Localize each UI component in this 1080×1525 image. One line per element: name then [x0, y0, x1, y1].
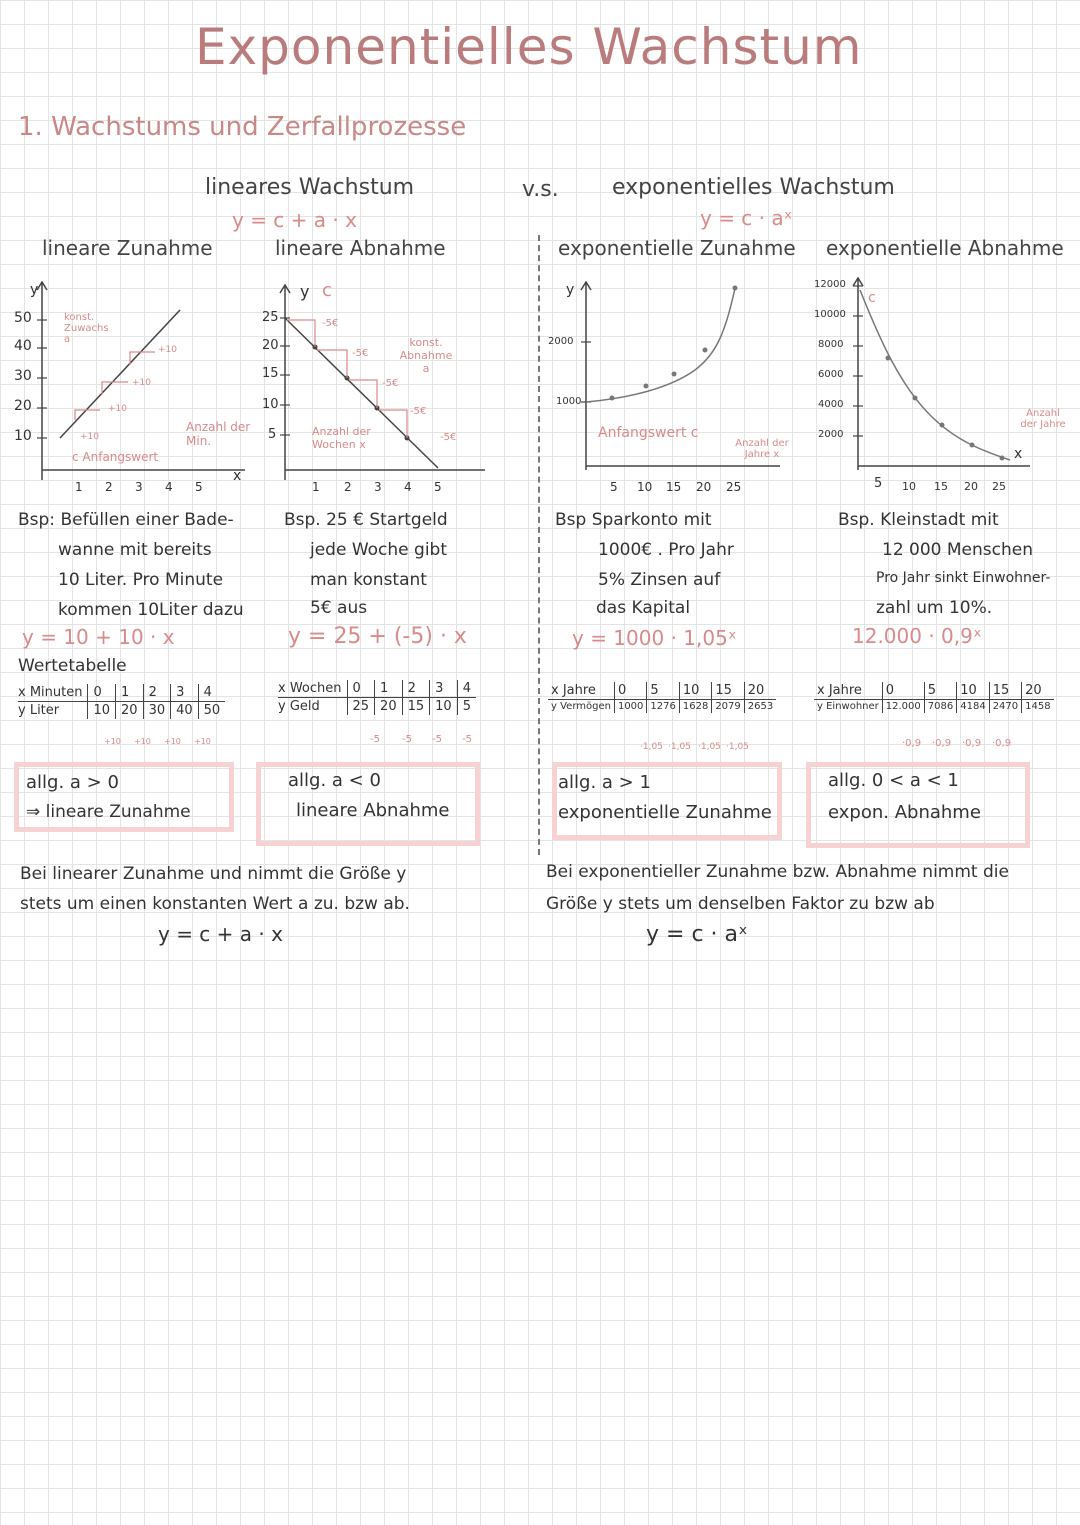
- ea-x-tick: 10: [902, 480, 916, 493]
- ez-x-tick: 20: [696, 480, 712, 494]
- ea-row2-label: y Einwohner: [817, 701, 879, 712]
- exp-summary-line: Bei exponentieller Zunahme bzw. Abnahme nimmt die: [546, 862, 1009, 882]
- ez-diff: ·1,05: [698, 742, 721, 752]
- table-cell: 40: [171, 702, 199, 720]
- lz-x-tick: 4: [165, 480, 173, 494]
- ea-example: zahl um 10%.: [876, 598, 993, 618]
- ez-example: Bsp Sparkonto mit: [555, 510, 712, 530]
- table-cell: 0: [882, 682, 924, 700]
- linear-abnahme-label: lineare Abnahme: [275, 236, 446, 260]
- table-cell: 1: [375, 680, 403, 698]
- linear-zunahme-graph: [0, 270, 260, 500]
- la-row1-label: x Wochen: [278, 680, 347, 698]
- table-cell: 4: [457, 680, 476, 698]
- ez-formula: y = 1000 · 1,05ˣ: [572, 626, 737, 650]
- table-cell: 3: [430, 680, 458, 698]
- table-cell: 20: [116, 702, 144, 720]
- la-step: -5€: [322, 318, 339, 329]
- table-cell: 12.000: [882, 700, 924, 714]
- la-formula: y = 25 + (-5) · x: [288, 624, 467, 649]
- lz-row1-label: x Minuten: [18, 684, 88, 702]
- lz-x-tick: 2: [105, 480, 113, 494]
- table-cell: 10: [679, 682, 711, 700]
- la-annotation-const: konst. Abnahme a: [399, 336, 453, 375]
- lz-example: Bsp: Befüllen einer Bade-: [18, 510, 234, 530]
- la-example: 5€ aus: [310, 598, 368, 618]
- ea-y-tick: 4000: [818, 399, 844, 410]
- table-cell: 0: [347, 680, 375, 698]
- la-diff: -5: [370, 734, 380, 745]
- table-cell: 2: [143, 684, 171, 702]
- table-cell: 7086: [924, 700, 956, 714]
- lz-x-axis-label: x: [233, 468, 242, 484]
- lz-y-axis-label: y: [30, 282, 39, 298]
- table-cell: 1000: [614, 700, 646, 714]
- ez-x-tick: 15: [666, 480, 682, 494]
- vs-label: v.s.: [522, 177, 559, 202]
- la-step: -5€: [382, 378, 399, 389]
- ez-row2-label: y Vermögen: [551, 701, 611, 712]
- ez-x-tick: 5: [610, 480, 618, 494]
- table-cell: 2470: [989, 700, 1021, 714]
- la-x-tick: 3: [374, 480, 382, 494]
- ea-y-tick: 12000: [814, 279, 846, 290]
- linear-summary-line: Bei linearer Zunahme und nimmt die Größe y: [20, 864, 407, 884]
- lz-annotation-start: c Anfangswert: [72, 450, 159, 464]
- linear-abnahme-graph: [255, 270, 505, 500]
- column-divider: [538, 235, 542, 855]
- ez-rule-line: exponentielle Zunahme: [558, 802, 772, 823]
- ea-example: 12 000 Menschen: [882, 540, 1033, 560]
- lz-x-tick: 5: [195, 480, 203, 494]
- lz-annotation-x: Anzahl der Min.: [186, 420, 251, 448]
- table-cell: 20: [744, 682, 776, 700]
- table-cell: 50: [198, 702, 225, 720]
- la-y-axis-label: y: [300, 282, 310, 301]
- table-cell: 4: [198, 684, 225, 702]
- ea-c-label: c: [868, 290, 876, 306]
- ea-x-axis-label: x: [1014, 446, 1023, 462]
- ea-x-tick: 20: [964, 480, 978, 493]
- ez-x-tick: 10: [637, 480, 653, 494]
- ea-diff: ·0,9: [992, 738, 1012, 749]
- ea-y-tick: 8000: [818, 339, 844, 350]
- table-cell: 1: [116, 684, 144, 702]
- la-step: -5€: [410, 406, 427, 417]
- ea-y-tick: 6000: [818, 369, 844, 380]
- table-cell: 20: [375, 698, 403, 716]
- table-cell: 5: [924, 682, 956, 700]
- la-value-table: [278, 680, 476, 715]
- table-cell: 1628: [679, 700, 711, 714]
- ez-x-tick: 25: [726, 480, 742, 494]
- ez-diff: ·1,05: [668, 742, 691, 752]
- table-cell: 15: [712, 682, 744, 700]
- table-cell: 1458: [1022, 700, 1054, 714]
- table-cell: 0: [88, 684, 116, 702]
- la-x-tick: 4: [404, 480, 412, 494]
- lz-y-tick: 30: [14, 368, 32, 384]
- ea-value-table: [814, 682, 1054, 713]
- exp-heading: exponentielles Wachstum: [612, 175, 895, 200]
- linear-zunahme-label: lineare Zunahme: [42, 236, 213, 260]
- la-y-tick: 15: [262, 366, 279, 381]
- ez-example: das Kapital: [596, 598, 691, 618]
- table-cell: 30: [143, 702, 171, 720]
- ez-example: 1000€ . Pro Jahr: [598, 540, 734, 560]
- ez-diff: ·1,05: [640, 742, 663, 752]
- table-cell: 5: [457, 698, 476, 716]
- la-rule-line: lineare Abnahme: [296, 800, 450, 821]
- la-example: Bsp. 25 € Startgeld: [284, 510, 448, 530]
- exp-formula: y = c · aˣ: [700, 206, 793, 230]
- table-cell: 20: [1022, 682, 1054, 700]
- ez-value-table: [548, 682, 776, 713]
- lz-example: 10 Liter. Pro Minute: [58, 570, 224, 590]
- ea-rule-line: expon. Abnahme: [828, 802, 981, 823]
- linear-summary-formula: y = c + a · x: [158, 922, 283, 946]
- table-cell: 2: [402, 680, 430, 698]
- lz-y-tick: 40: [14, 338, 32, 354]
- lz-step: +10: [158, 345, 177, 355]
- la-x-tick: 1: [312, 480, 320, 494]
- ea-y-tick: 10000: [814, 309, 846, 320]
- table-cell: 10: [957, 682, 989, 700]
- lz-diff: +10: [164, 737, 181, 746]
- la-step: -5€: [352, 348, 369, 359]
- ez-example: 5% Zinsen auf: [598, 570, 721, 590]
- lz-table-title: Wertetabelle: [18, 656, 127, 676]
- la-diff: -5: [432, 734, 442, 745]
- lz-rule-line: ⇒ lineare Zunahme: [26, 802, 191, 822]
- ea-annotation-x: Anzahl der Jahre: [1020, 408, 1066, 430]
- linear-heading: lineares Wachstum: [205, 175, 415, 200]
- ez-annotation-start: Anfangswert c: [598, 425, 699, 441]
- ea-diff: ·0,9: [962, 738, 982, 749]
- lz-diff: +10: [194, 737, 211, 746]
- lz-annotation-const: konst. Zuwachs a: [64, 312, 109, 345]
- lz-formula: y = 10 + 10 · x: [22, 625, 175, 649]
- table-cell: 10: [430, 698, 458, 716]
- la-y-tick: 25: [262, 310, 279, 325]
- la-rule-line: allg. a < 0: [288, 770, 381, 791]
- la-step: -5€: [440, 432, 457, 443]
- exp-summary-formula: y = c · aˣ: [646, 922, 748, 947]
- ea-diff: ·0,9: [932, 738, 952, 749]
- lz-step: +10: [132, 378, 151, 388]
- exp-summary-line: Größe y stets um denselben Faktor zu bzw ab: [546, 894, 935, 914]
- ez-y-tick: 2000: [548, 336, 574, 347]
- exp-abnahme-graph: [820, 270, 1070, 490]
- ez-diff: ·1,05: [726, 742, 749, 752]
- linear-formula: y = c + a · x: [232, 208, 357, 232]
- lz-step: +10: [80, 432, 99, 442]
- ea-example: Pro Jahr sinkt Einwohner-: [876, 570, 1051, 586]
- ez-y-tick: 1000: [556, 396, 582, 407]
- la-x-tick: 5: [434, 480, 442, 494]
- lz-y-tick: 10: [14, 428, 32, 444]
- ez-y-axis-label: y: [566, 282, 575, 298]
- la-y-tick: 5: [268, 427, 277, 442]
- la-y-tick: 20: [262, 338, 279, 353]
- lz-diff: +10: [104, 737, 121, 746]
- ea-x-tick: 15: [934, 480, 948, 493]
- page-title: Exponentielles Wachstum: [195, 18, 863, 76]
- linear-summary-line: stets um einen konstanten Wert a zu. bzw ab.: [20, 894, 410, 914]
- ez-rule-line: allg. a > 1: [558, 772, 651, 793]
- ez-annotation-x: Anzahl der Jahre x: [735, 438, 789, 460]
- exp-zunahme-label: exponentielle Zunahme: [558, 236, 796, 260]
- table-cell: 2653: [744, 700, 776, 714]
- la-y-tick: 10: [262, 397, 279, 412]
- table-cell: 4184: [957, 700, 989, 714]
- table-cell: 1276: [647, 700, 679, 714]
- la-example: man konstant: [310, 570, 427, 590]
- exp-abnahme-label: exponentielle Abnahme: [826, 236, 1064, 260]
- lz-y-tick: 50: [14, 310, 32, 326]
- ea-diff: ·0,9: [902, 738, 922, 749]
- lz-rule-line: allg. a > 0: [26, 772, 119, 793]
- lz-diff: +10: [134, 737, 151, 746]
- ea-x-tick: 25: [992, 480, 1006, 493]
- ea-rule-line: allg. 0 < a < 1: [828, 770, 959, 791]
- table-cell: 15: [402, 698, 430, 716]
- table-cell: 25: [347, 698, 375, 716]
- table-cell: 3: [171, 684, 199, 702]
- table-cell: 0: [614, 682, 646, 700]
- la-row2-label: y Geld: [278, 699, 320, 714]
- la-example: jede Woche gibt: [310, 540, 448, 560]
- lz-value-table: [18, 684, 225, 719]
- lz-step: +10: [108, 404, 127, 414]
- ez-row1-label: x Jahre: [548, 682, 614, 700]
- la-c-label: c: [322, 280, 332, 301]
- ea-y-tick: 2000: [818, 429, 844, 440]
- lz-row2-label: y Liter: [18, 703, 60, 718]
- lz-x-tick: 1: [75, 480, 83, 494]
- la-x-tick: 2: [344, 480, 352, 494]
- lz-example: wanne mit bereits: [58, 540, 212, 560]
- table-cell: 5: [647, 682, 679, 700]
- lz-example: kommen 10Liter dazu: [58, 600, 244, 620]
- la-diff: -5: [402, 734, 412, 745]
- table-cell: 15: [989, 682, 1021, 700]
- section-subtitle: 1. Wachstums und Zerfallprozesse: [18, 112, 467, 142]
- ea-x-tick: 5: [874, 476, 883, 491]
- la-annotation-x: Anzahl der Wochen x: [312, 425, 371, 451]
- lz-y-tick: 20: [14, 398, 32, 414]
- ea-formula: 12.000 · 0,9ˣ: [852, 624, 982, 648]
- la-diff: -5: [462, 734, 472, 745]
- ea-row1-label: x Jahre: [814, 682, 882, 700]
- lz-x-tick: 3: [135, 480, 143, 494]
- ea-example: Bsp. Kleinstadt mit: [838, 510, 999, 530]
- table-cell: 10: [88, 702, 116, 720]
- table-cell: 2079: [712, 700, 744, 714]
